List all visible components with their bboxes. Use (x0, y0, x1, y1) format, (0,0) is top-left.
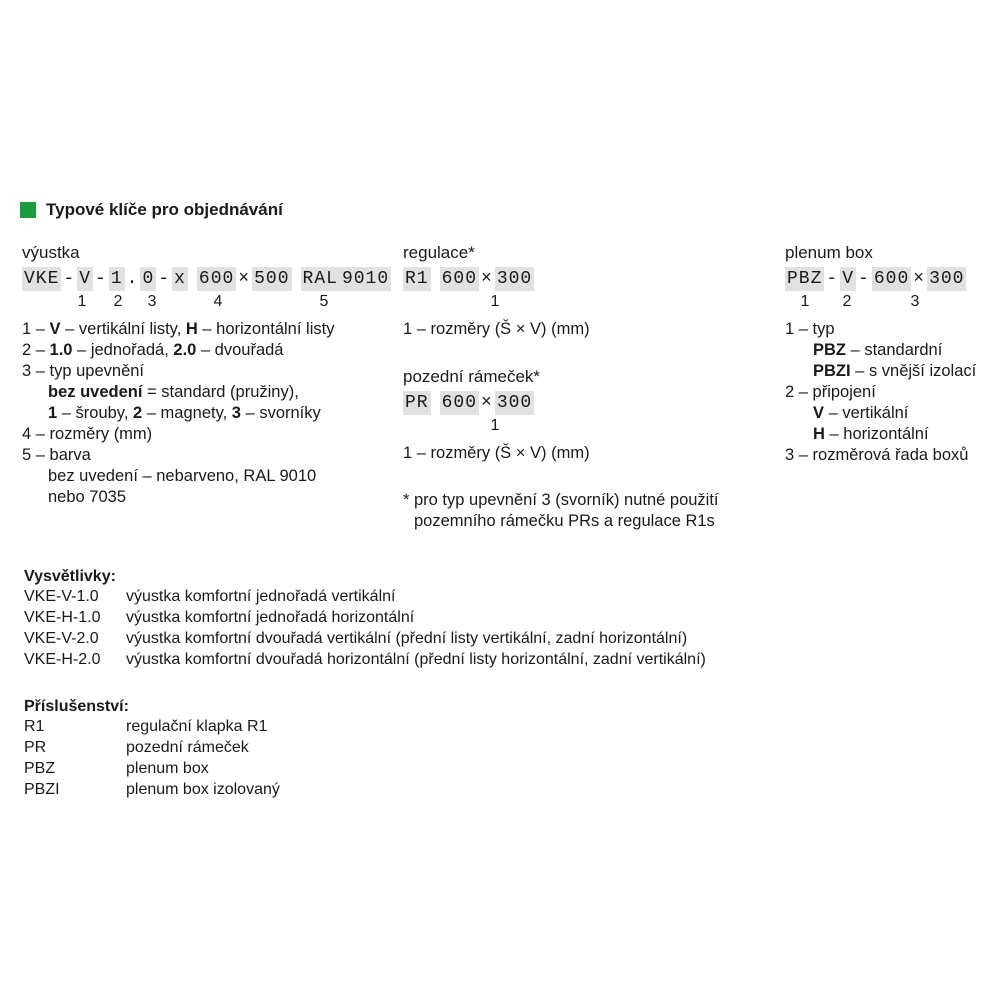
line-part: 2 – připojení (785, 383, 876, 401)
line-part: – standardní (846, 341, 943, 359)
code-segment: . (126, 269, 139, 289)
vyustka-block (22, 243, 391, 508)
line-part: = standard (pružiny), (142, 383, 299, 401)
ramecek-code (403, 391, 590, 415)
code-segment: PR (405, 393, 429, 413)
code-segment (431, 391, 440, 415)
code-index: 1 (490, 417, 500, 434)
vyustka-explanations (22, 319, 391, 508)
line-part: 1 – (22, 320, 50, 338)
code-index: 1 (77, 293, 87, 310)
line-part: H (813, 425, 825, 443)
line-part: – vertikální listy, (60, 320, 186, 338)
plenum-indices (785, 293, 970, 313)
code-segment: 600 (873, 269, 910, 289)
code-segment: 300 (496, 393, 533, 413)
explanation-line (22, 403, 391, 424)
line-part: 1.0 (49, 341, 73, 359)
vysvetlivky-section (24, 568, 706, 670)
row-description: pozední rámeček (126, 739, 249, 756)
table-row (24, 758, 280, 779)
code-segment: 0 (142, 269, 155, 289)
row-description: plenum box (126, 760, 209, 777)
line-part: 2 (133, 404, 143, 422)
explanation-line (22, 361, 391, 382)
code-index: 2 (842, 293, 852, 310)
explanation-line (22, 424, 391, 445)
table-row (24, 779, 280, 800)
line-part: 1 – typ (785, 320, 835, 338)
line-part: – horizontální (824, 425, 929, 443)
code-segment: RAL (302, 269, 338, 289)
row-description: plenum box izolovaný (126, 781, 280, 798)
line-part: – horizontální listy (197, 320, 335, 338)
plenum-explanations (785, 319, 976, 466)
code-segment: 600 (198, 269, 235, 289)
code-segment: R1 (405, 269, 429, 289)
ramecek-indices (403, 417, 548, 437)
explanation-line (22, 466, 391, 487)
row-code: R1 (24, 718, 45, 735)
vyustka-code (22, 267, 391, 291)
explanation-line (22, 445, 391, 466)
line-part: PBZI (813, 362, 851, 380)
code-segment (431, 267, 440, 291)
code-segment: 1 (110, 269, 123, 289)
plenum-label: plenum box (785, 243, 873, 262)
code-segment: V (842, 269, 855, 289)
line-part: V (813, 404, 825, 422)
table-row (24, 586, 706, 607)
row-code: VKE-V-2.0 (24, 630, 99, 647)
explanation-line (785, 403, 976, 424)
code-segment (292, 267, 301, 291)
ramecek-block (403, 367, 590, 464)
explanation-line (785, 319, 976, 340)
footnote (403, 490, 719, 532)
row-description: výustka komfortní jednořadá vertikální (126, 588, 396, 605)
line-part: PBZ (813, 341, 846, 359)
line-part: – šrouby, (57, 404, 134, 422)
vysvetlivky-title: Vysvětlivky: (24, 568, 116, 585)
code-index: 1 (490, 293, 500, 310)
code-segment: - (826, 269, 839, 289)
code-index: 3 (147, 293, 157, 310)
explanation-line (22, 340, 391, 361)
row-code: VKE-H-1.0 (24, 609, 101, 626)
vyustka-indices (22, 293, 382, 313)
table-row (24, 737, 280, 758)
line-part: 3 (231, 404, 241, 422)
line-part: 3 – typ upevnění (22, 362, 145, 380)
green-square-icon (20, 202, 36, 218)
line-part: 5 – barva (22, 446, 91, 464)
code-index: 5 (319, 293, 329, 310)
line-part: – dvouřadá (196, 341, 284, 359)
code-index: 3 (910, 293, 920, 310)
plenum-code (785, 267, 976, 291)
row-code: VKE-H-2.0 (24, 651, 101, 668)
row-description: regulační klapka R1 (126, 718, 268, 735)
code-index: 4 (213, 293, 223, 310)
regulace-label: regulace* (403, 243, 475, 262)
line-part: 2 – (22, 341, 50, 359)
code-segment: × (913, 269, 926, 289)
code-segment: PBZ (787, 269, 823, 289)
code-segment: 500 (254, 269, 290, 289)
code-index: 2 (113, 293, 123, 310)
explanation-line (785, 361, 976, 382)
row-code: PR (24, 739, 47, 756)
code-segment: 9010 (341, 269, 390, 289)
line-part: – svorníky (240, 404, 321, 422)
explanation-line (785, 445, 976, 466)
footnote-line-1: * pro typ upevnění 3 (svorník) nutné použití (403, 491, 719, 509)
line-part: – s vnější izolací (850, 362, 977, 380)
line-part: V (49, 320, 61, 338)
vyustka-label: výustka (22, 243, 80, 262)
row-description: výustka komfortní dvouřadá vertikální (přední listy vertikální, zadní horizontální) (126, 630, 688, 647)
code-segment (188, 267, 197, 291)
row-code: PBZI (24, 781, 60, 798)
row-code: PBZ (24, 760, 56, 777)
code-segment: VKE (24, 269, 60, 289)
table-row (24, 607, 706, 628)
code-index: 1 (800, 293, 810, 310)
line-part: – vertikální (824, 404, 909, 422)
code-segment: - (858, 269, 870, 289)
prislusenstvi-title: Příslušenství: (24, 698, 129, 715)
code-segment: V (79, 269, 92, 289)
row-description: výustka komfortní jednořadá horizontální (126, 609, 415, 626)
code-segment: - (95, 269, 107, 289)
vysvetlivky-list (24, 586, 706, 670)
table-row (24, 628, 706, 649)
code-segment: × (238, 269, 251, 289)
code-segment: 300 (929, 269, 965, 289)
explanation-line (22, 487, 391, 508)
code-segment: × (481, 393, 493, 413)
line-part: H (185, 320, 198, 338)
heading-title: Typové klíče pro objednávání (46, 200, 283, 219)
code-segment: × (481, 269, 493, 289)
code-segment: 600 (441, 393, 478, 413)
line-part: bez uvedení (48, 383, 143, 401)
table-row (24, 649, 706, 670)
line-part: 4 – rozměry (mm) (22, 425, 153, 443)
regulace-block (403, 243, 590, 340)
table-row (24, 716, 280, 737)
regulace-indices (403, 293, 548, 313)
prislusenstvi-list (24, 716, 280, 800)
regulace-code (403, 267, 590, 291)
explanation-line (22, 382, 391, 403)
line-part: bez uvedení – nebarveno, RAL 9010 (48, 467, 317, 485)
prislusenstvi-section (24, 698, 280, 800)
section-heading (20, 200, 283, 220)
footnote-line-2: pozemního rámečku PRs a regulace R1s (414, 512, 715, 530)
row-description: výustka komfortní dvouřadá horizontální (přední listy horizontální, zadní vertikální) (126, 651, 706, 668)
code-segment: - (158, 269, 171, 289)
code-segment: 300 (496, 269, 533, 289)
line-part: nebo 7035 (48, 488, 126, 506)
code-segment: 600 (441, 269, 478, 289)
plenum-block (785, 243, 976, 466)
explanation-line (785, 424, 976, 445)
line-part: – magnety, (142, 404, 232, 422)
line-part: 2.0 (173, 341, 197, 359)
line-part: 1 (48, 404, 58, 422)
ramecek-label: pozední rámeček* (403, 367, 541, 386)
line-part: 3 – rozměrová řada boxů (785, 446, 969, 464)
explanation-line (22, 319, 391, 340)
regulace-explanation: 1 – rozměry (Š × V) (mm) (403, 320, 590, 338)
row-code: VKE-V-1.0 (24, 588, 99, 605)
code-segment: x (174, 269, 186, 289)
explanation-line (785, 382, 976, 403)
code-segment: - (63, 269, 76, 289)
line-part: – jednořadá, (72, 341, 174, 359)
explanation-line (785, 340, 976, 361)
ramecek-explanation: 1 – rozměry (Š × V) (mm) (403, 444, 590, 462)
